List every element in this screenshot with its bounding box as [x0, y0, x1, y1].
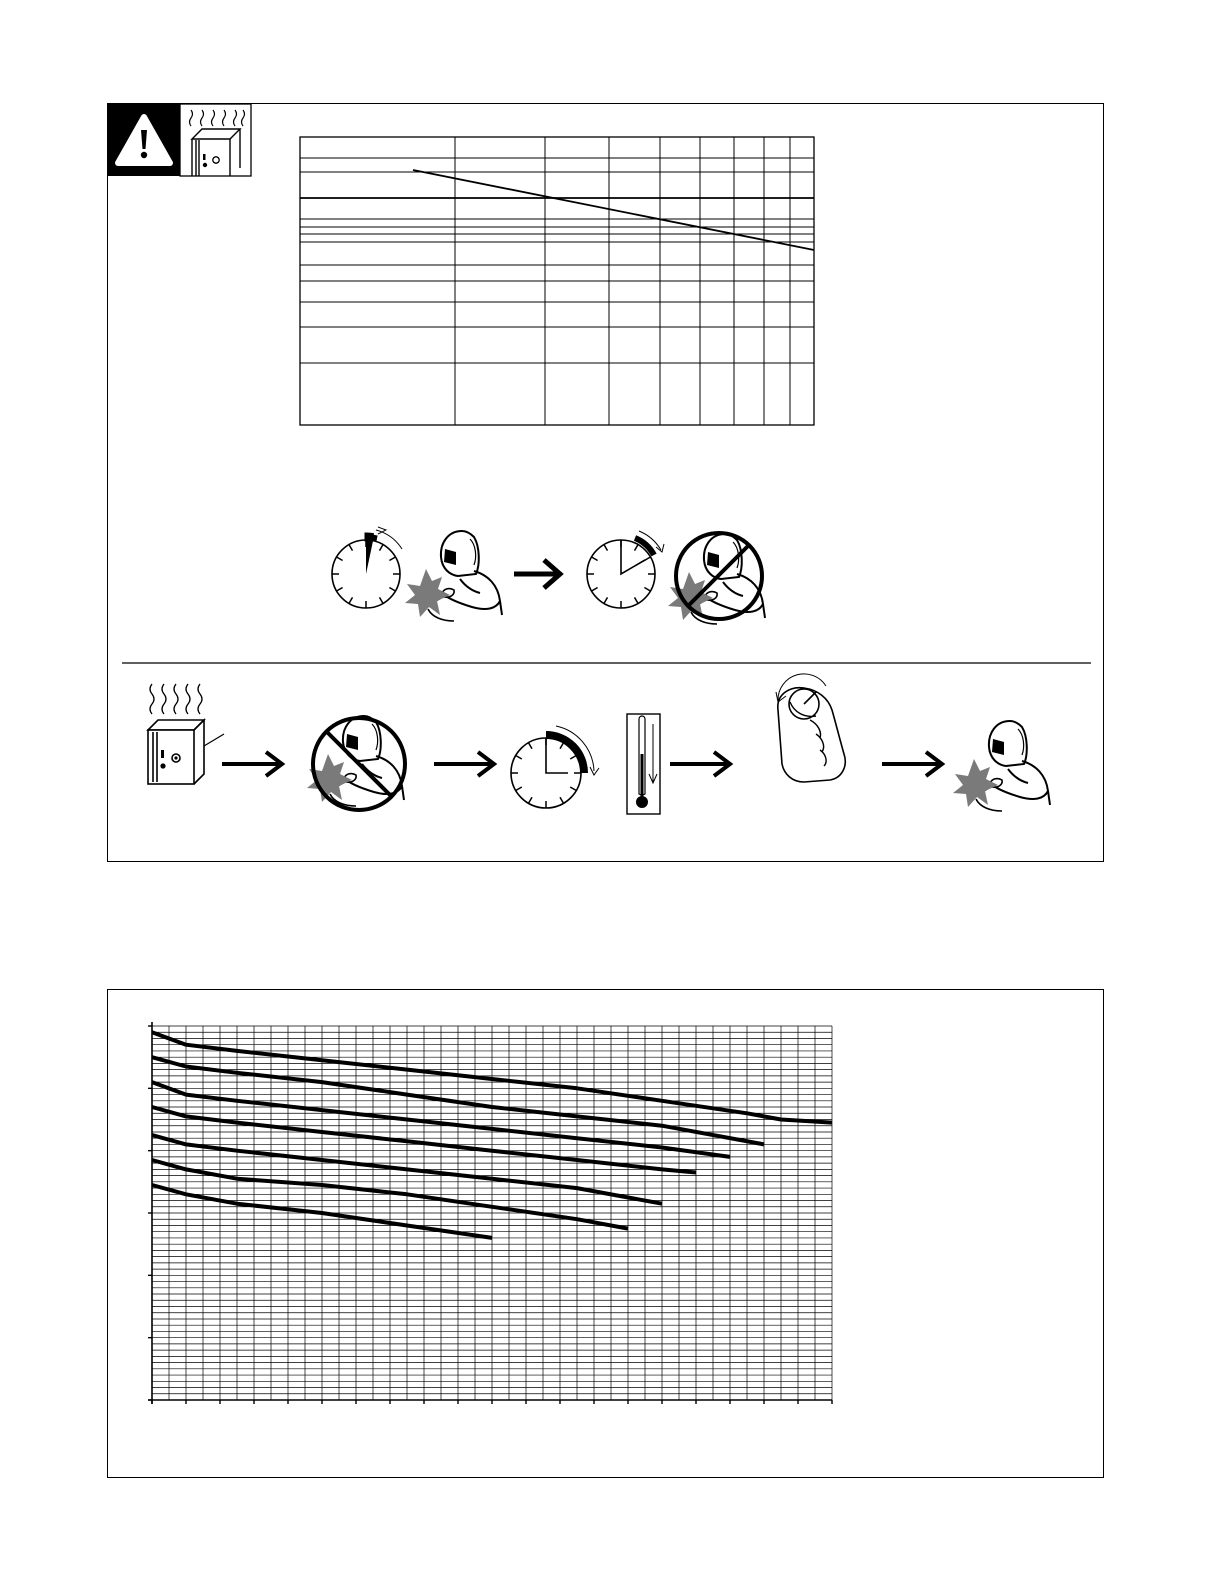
- arrow-right-icon: [434, 752, 494, 776]
- chart-grid: [152, 1026, 832, 1400]
- arrow-right-icon: [222, 752, 282, 776]
- welding-time-clock-icon: [332, 527, 402, 608]
- duty-cycle-warning-panel: [107, 103, 1104, 862]
- duty-cycle-chart-panel: [107, 989, 1104, 1478]
- welder-working-icon: [953, 721, 1050, 811]
- hot-machine-icon: [148, 684, 224, 784]
- duty-cycle-table: [300, 137, 814, 425]
- reduce-setting-knob-icon: [776, 674, 845, 782]
- duty-cycle-rating-line: [413, 170, 814, 250]
- arrow-right-icon: [882, 752, 942, 776]
- warning-triangle-icon: [108, 104, 180, 176]
- hot-machine-icon: [180, 104, 251, 176]
- rest-time-clock-icon: [587, 531, 664, 608]
- arrow-right-icon: [670, 752, 730, 776]
- thermometer-cooling-icon: [627, 714, 660, 814]
- wait-clock-icon: [511, 726, 599, 808]
- duty-cycle-panel-art: [108, 104, 1105, 863]
- no-welding-icon: [307, 716, 405, 810]
- welder-working-icon: [405, 531, 502, 621]
- arrow-right-icon: [514, 560, 560, 588]
- no-welding-icon: [668, 533, 765, 624]
- duty-cycle-chart: [108, 990, 1105, 1479]
